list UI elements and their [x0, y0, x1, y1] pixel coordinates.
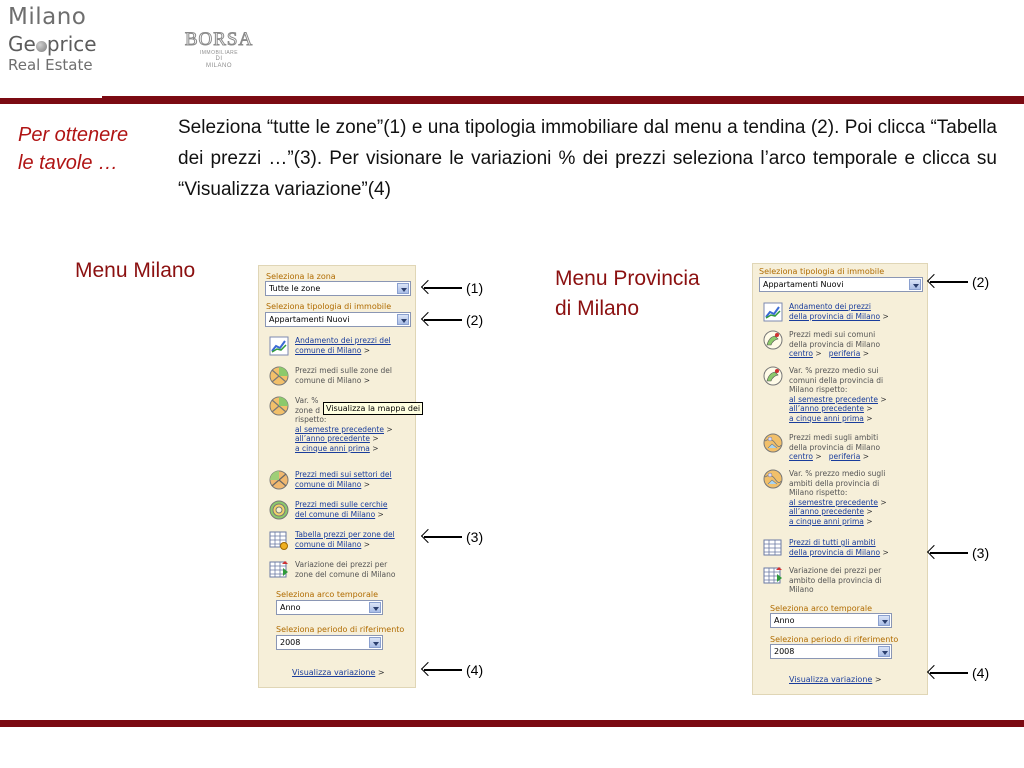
link-cinque-anni-prima[interactable]: a cinque anni prima: [789, 516, 864, 526]
periodo-value: 2008: [774, 647, 795, 656]
chevron-right-icon: >: [375, 668, 385, 677]
menu-item-link[interactable]: comune di Milano: [295, 479, 362, 489]
menu-item-text: zone d: [295, 405, 321, 415]
callout-3: [424, 529, 483, 545]
menu-item-link[interactable]: comune di Milano: [295, 539, 362, 549]
link-semestre-precedente[interactable]: al semestre precedente: [789, 497, 878, 507]
chevron-right-icon: >: [361, 479, 370, 489]
menu-item-text: rispetto:: [295, 415, 327, 424]
chevron-down-icon: [397, 314, 409, 325]
menu-item-var-prezzo-comuni: [763, 366, 887, 423]
callout-3-provincia: [930, 545, 989, 561]
menu-item-link[interactable]: comune di Milano: [295, 345, 362, 355]
chevron-down-icon: [878, 646, 890, 657]
tipologia-select-value: Appartamenti Nuovi: [763, 280, 844, 289]
arrow-left-icon: [424, 536, 462, 538]
chevron-right-icon: >: [812, 349, 822, 358]
menu-item-text: comune di Milano: [295, 375, 362, 385]
menu-item-text: Milano rispetto:: [789, 385, 848, 394]
chevron-down-icon: [878, 615, 890, 626]
sectors-map-icon: [269, 470, 289, 490]
menu-item-prezzi-medi-zone: [269, 366, 392, 386]
menu-item-text: ambiti della provincia di: [789, 478, 880, 488]
menu-provincia-panel: [752, 263, 928, 695]
menu-item-text: ambito della provincia di: [789, 575, 882, 585]
side-title-line-1: Per ottenere: [18, 124, 129, 146]
province-map-icon: [763, 366, 783, 386]
menu-item-text: Milano: [789, 585, 814, 594]
zona-select-value: Tutte le zone: [269, 284, 321, 293]
menu-item-link[interactable]: Andamento dei prezzi del: [295, 336, 391, 345]
menu-milano-label: Menu Milano: [75, 259, 196, 282]
chevron-right-icon: >: [878, 497, 887, 507]
visualizza-variazione-row: [789, 675, 882, 685]
link-semestre-precedente[interactable]: al semestre precedente: [295, 424, 384, 434]
chevron-down-icon: [369, 637, 381, 648]
link-centro[interactable]: centro: [789, 349, 813, 358]
table-variation-icon: [763, 566, 783, 586]
zona-select[interactable]: [265, 281, 411, 296]
chevron-down-icon: [397, 283, 409, 294]
menu-item-text: Prezzi medi sulle zone del: [295, 366, 392, 375]
link-cinque-anni-prima[interactable]: a cinque anni prima: [789, 413, 864, 423]
chevron-down-icon: [369, 602, 381, 613]
menu-item-text: zone del comune di Milano: [295, 569, 396, 579]
arco-temporale-select[interactable]: [276, 600, 383, 615]
logo-line-real-estate: Real Estate: [8, 56, 93, 74]
borsa-logo-title: BORSA: [184, 29, 254, 50]
arco-temporale-value: Anno: [774, 616, 795, 625]
chevron-right-icon: >: [863, 516, 873, 526]
periodo-select[interactable]: [276, 635, 383, 650]
menu-item-prezzi-ambiti: [763, 433, 880, 462]
menu-item-text: Var. % prezzo medio sugli: [789, 469, 886, 478]
menu-item-text: Prezzi medi sugli ambiti: [789, 433, 879, 442]
visualizza-variazione-link[interactable]: Visualizza variazione: [789, 675, 873, 684]
logo-line-geoprice: Ge price: [8, 32, 97, 56]
link-anno-precedente[interactable]: all’anno precedente: [295, 434, 370, 443]
link-centro[interactable]: centro: [789, 452, 813, 461]
map-zones-icon: [269, 366, 289, 386]
tipologia-select-value: Appartamenti Nuovi: [269, 315, 350, 324]
arco-temporale-select[interactable]: [770, 613, 892, 628]
chevron-right-icon: >: [369, 434, 379, 443]
menu-item-text: Milano rispetto:: [789, 488, 848, 497]
chevron-right-icon: >: [880, 547, 889, 557]
menu-item-link[interactable]: Andamento dei prezzi: [789, 302, 871, 311]
side-title-line-2: le tavole …: [18, 152, 119, 174]
periodo-select[interactable]: [770, 644, 892, 659]
header-divider-notch: [0, 96, 102, 98]
menu-item-link[interactable]: della provincia di Milano: [789, 311, 881, 321]
chevron-right-icon: >: [860, 452, 870, 461]
menu-item-prezzi-tutti-ambiti[interactable]: [763, 538, 889, 558]
menu-item-link[interactable]: Prezzi di tutti gli ambiti: [789, 538, 876, 547]
periodo-value: 2008: [280, 638, 301, 647]
menu-provincia-label-line-1: Menu Provincia: [555, 267, 700, 290]
menu-milano-panel: [258, 265, 421, 688]
arrow-left-icon: [930, 672, 968, 674]
rings-map-icon: [269, 500, 289, 520]
chevron-down-icon: [909, 279, 921, 290]
chevron-right-icon: >: [361, 539, 370, 549]
callout-number: (4): [972, 665, 990, 681]
menu-item-andamento-provincia[interactable]: [763, 302, 889, 322]
menu-item-variazione-ambito: [763, 566, 882, 595]
menu-item-text: Variazione dei prezzi per: [295, 560, 388, 569]
chevron-right-icon: >: [860, 349, 870, 358]
visualizza-variazione-link[interactable]: Visualizza variazione: [292, 668, 376, 677]
chevron-right-icon: >: [863, 413, 873, 423]
menu-item-text: Var. % prezzo medio sui: [789, 366, 879, 375]
link-semestre-precedente[interactable]: al semestre precedente: [789, 394, 878, 404]
tipologia-label: Seleziona tipologia di immobile: [266, 302, 392, 311]
menu-item-link[interactable]: Prezzi medi sui settori del: [295, 470, 392, 479]
arrow-left-icon: [930, 281, 968, 283]
arrow-left-icon: [424, 319, 462, 321]
tipologia-label: Seleziona tipologia di immobile: [759, 267, 885, 276]
menu-item-variazione-prezzi: [269, 560, 395, 580]
link-anno-precedente[interactable]: all’anno precedente: [789, 404, 864, 413]
borsa-logo-di: DI: [215, 56, 223, 62]
chevron-right-icon: >: [863, 507, 873, 516]
link-periferia[interactable]: periferia: [828, 452, 861, 461]
callout-number: (1): [466, 280, 484, 296]
chevron-right-icon: >: [863, 404, 873, 413]
ambiti-map-icon: [763, 433, 783, 453]
map-tooltip: Visualizza la mappa dei: [323, 402, 423, 415]
province-map-icon: [763, 330, 783, 350]
link-cinque-anni-prima[interactable]: a cinque anni prima: [295, 443, 370, 453]
chevron-right-icon: >: [384, 424, 393, 434]
callout-number: (3): [466, 529, 484, 545]
arco-temporale-label: Seleziona arco temporale: [276, 590, 378, 599]
chevron-right-icon: >: [361, 345, 370, 355]
callout-1: [424, 280, 483, 296]
borsa-immobiliare-logo: [178, 30, 260, 70]
tipologia-select[interactable]: [759, 277, 923, 292]
trend-chart-icon: [763, 302, 783, 322]
callout-number: (3): [972, 545, 990, 561]
menu-item-link[interactable]: del comune di Milano: [295, 509, 376, 519]
table-icon: [763, 538, 783, 558]
menu-item-andamento-prezzi[interactable]: [269, 336, 391, 356]
chevron-right-icon: >: [369, 443, 379, 453]
menu-item-text: Prezzi medi sui comuni: [789, 330, 876, 339]
geoprice-logo: [8, 6, 108, 73]
zona-label: Seleziona la zona: [266, 272, 336, 281]
arrow-left-icon: [424, 287, 462, 289]
menu-item-link[interactable]: Tabella prezzi per zone del: [295, 530, 395, 539]
tipologia-select[interactable]: [265, 312, 411, 327]
arco-temporale-label: Seleziona arco temporale: [770, 604, 872, 613]
header-divider: [0, 96, 1024, 104]
chevron-right-icon: >: [375, 509, 384, 519]
menu-item-text: della provincia di Milano: [789, 442, 881, 452]
trend-chart-icon: [269, 336, 289, 356]
callout-4-provincia: [930, 665, 989, 681]
menu-item-tabella-prezzi[interactable]: [269, 530, 395, 550]
logo-line-milano: Milano: [8, 4, 87, 30]
menu-item-prezzi-settori[interactable]: [269, 470, 392, 490]
menu-item-text: comuni della provincia di: [789, 375, 884, 385]
arrow-left-icon: [930, 552, 968, 554]
chevron-right-icon: >: [872, 675, 882, 684]
menu-item-var-prezzo-ambiti: [763, 469, 887, 526]
periodo-label: Seleziona periodo di riferimento: [276, 625, 405, 634]
chevron-right-icon: >: [880, 311, 889, 321]
menu-item-text: Var. %: [295, 396, 319, 405]
table-icon: [269, 530, 289, 550]
link-anno-precedente[interactable]: all’anno precedente: [789, 507, 864, 516]
callout-number: (2): [466, 312, 484, 328]
arco-temporale-value: Anno: [280, 603, 301, 612]
side-title: [18, 121, 168, 177]
callout-number: (4): [466, 662, 484, 678]
chevron-right-icon: >: [361, 375, 370, 385]
callout-number: (2): [972, 274, 990, 290]
callout-2: [424, 312, 483, 328]
callout-4: [424, 662, 483, 678]
menu-item-link[interactable]: della provincia di Milano: [789, 547, 881, 557]
arrow-left-icon: [424, 669, 462, 671]
borsa-logo-subtitle: IMMOBILIARE: [199, 50, 239, 56]
callout-2-provincia: [930, 274, 989, 290]
globe-icon: [36, 41, 47, 52]
ambiti-map-icon: [763, 469, 783, 489]
instructions-paragraph: Seleziona “tutte le zone”(1) e una tipologia immobiliare dal menu a tendina (2). Poi clicca “Tabella dei prezzi …”(3). Per visionare le variazioni % dei prezzi seleziona l’arco temporale e clicca su “Visualizza variazione”(4): [178, 117, 997, 200]
link-periferia[interactable]: periferia: [828, 349, 861, 358]
table-variation-icon: [269, 560, 289, 580]
menu-provincia-label: [555, 264, 700, 324]
periodo-label: Seleziona periodo di riferimento: [770, 635, 899, 644]
menu-item-text: Variazione dei prezzi per: [789, 566, 882, 575]
footer-divider: [0, 720, 1024, 727]
visualizza-variazione-row: [292, 668, 385, 678]
menu-item-prezzi-cerchie[interactable]: [269, 500, 387, 520]
menu-item-prezzi-comuni: [763, 330, 880, 359]
menu-provincia-label-line-2: di Milano: [555, 297, 640, 320]
chevron-right-icon: >: [878, 394, 887, 404]
chevron-right-icon: >: [812, 452, 822, 461]
borsa-logo-milano: MILANO: [205, 63, 232, 70]
menu-item-link[interactable]: Prezzi medi sulle cerchie: [295, 500, 388, 509]
menu-item-text: della provincia di Milano: [789, 339, 881, 349]
map-zones-icon: [269, 396, 289, 416]
